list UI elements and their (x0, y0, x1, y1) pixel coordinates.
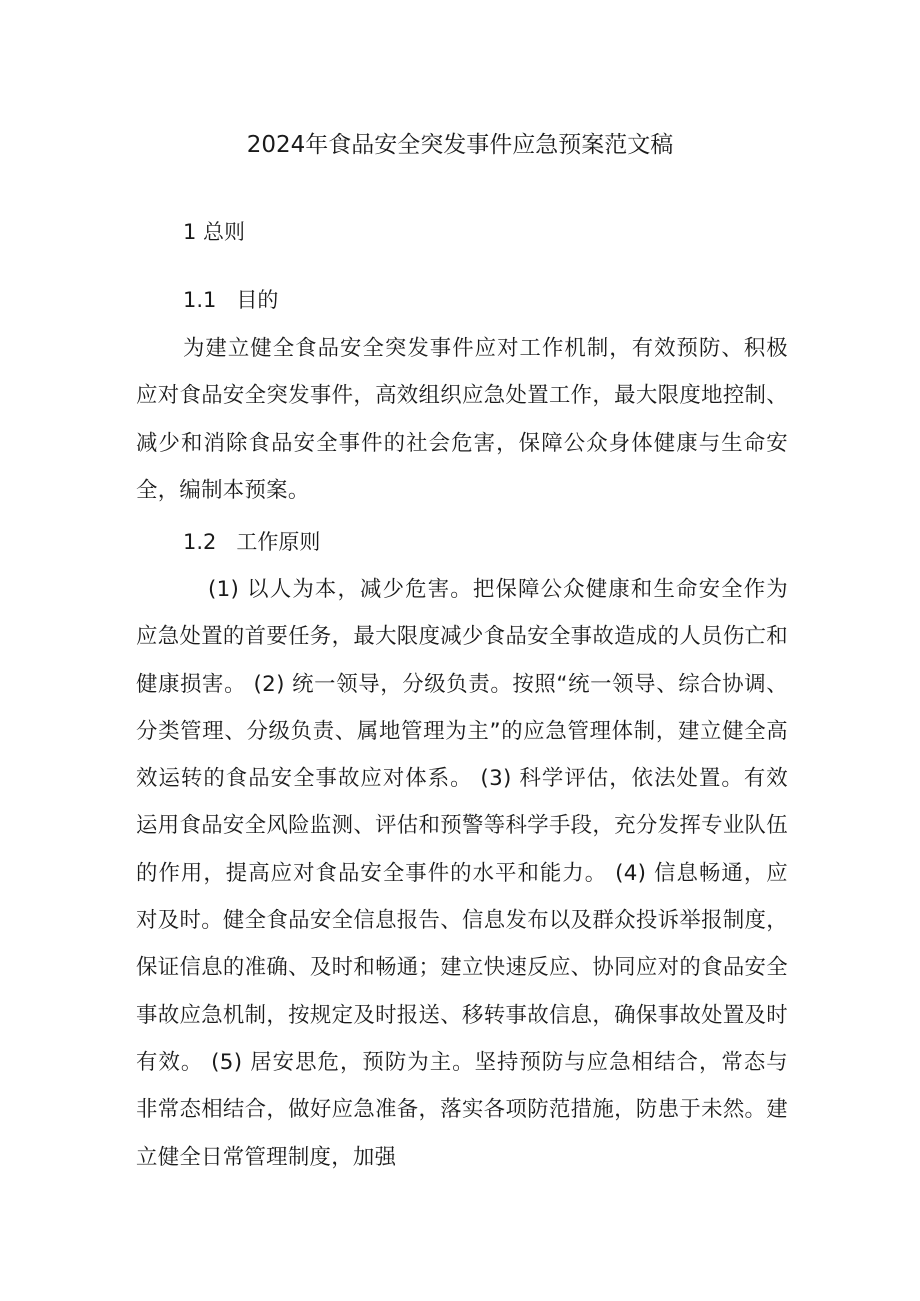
document-title: 2024年食品安全突发事件应急预案范文稿 (246, 132, 674, 158)
principles-paragraph: (1) 以人为本，减少危害。把保障公众健康和生命安全作为应急处置的首要任务，最大限度减少食品安全事故造成的人员伤亡和健康损害。 (2) 统一领导，分级负责。按照“统一领导、综合协调、分类管理、分级负责、属地管理为主”的应急管理体制，建立健全高效运转的食品安全事故应对体系。 (3) 科学评估，依法处置。有效运用食品安全风险监测、评估和预警等科学手段，充分发挥专业队伍的作用，提高应对食品安全事件的水平和能力。 (4) 信息畅通，应对及时。健全食品安全信息报告、信息发布以及群众投诉举报制度，保证信息的准确、及时和畅通；建立快速反应、协同应对的食品安全事故应急机制，按规定及时报送、移转事故信息，确保事故处置及时有效。 (5) 居安思危，预防为主。坚持预防与应急相结合，常态与非常态相结合，做好应急准备，落实各项防范措施，防患于未然。建立健全日常管理制度，加强 (136, 577, 788, 1170)
purpose-paragraph: 为建立健全食品安全突发事件应对工作机制，有效预防、积极应对食品安全突发事件，高效组织应急处置工作，最大限度地控制、减少和消除食品安全事件的社会危害，保障公众身体健康与生命安全，编制本预案。 (136, 336, 788, 503)
section-number: 1.1 (183, 288, 217, 312)
section-heading-purpose (183, 285, 278, 315)
principles-paragraph-block (136, 566, 788, 1181)
section-number: 1.2 (183, 530, 217, 554)
section-heading-general: 1 总则 (183, 220, 246, 244)
section-heading-principles (183, 527, 320, 557)
section-title: 工作原则 (236, 530, 321, 554)
purpose-paragraph-block (136, 325, 788, 514)
section-title: 目的 (236, 288, 279, 312)
